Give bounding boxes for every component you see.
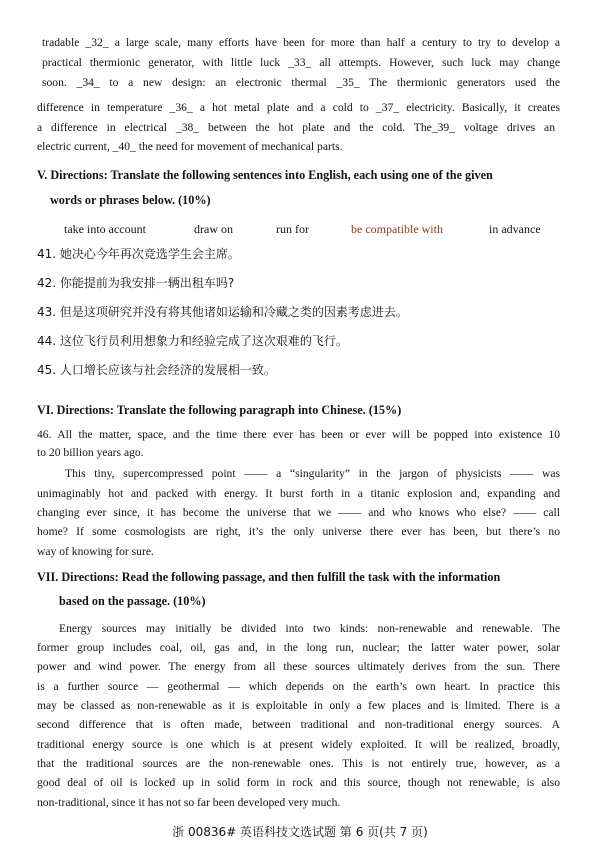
section-v-heading-cont: words or phrases below. (10%) — [50, 193, 211, 207]
section-vii-heading: VII. Directions: Read the following passage, and then fulfill the task with the information — [37, 570, 501, 584]
cloze-line-3: soon. _34_ to a new design: an electronic thermal _35_ The thermionic generators used the — [42, 76, 560, 89]
phrase-be-compatible-with: be compatible with — [351, 222, 443, 236]
phrase-in-advance: in advance — [489, 222, 541, 236]
item-41: 41. 她决心今年再次竞选学生会主席。 — [37, 247, 240, 261]
passage-line-6: second difference that is often made, between traditional and non-traditional energy sources. A — [37, 718, 560, 731]
passage-line-1: Energy sources may initially be divided into two kinds: non-renewable and renewable. The — [59, 622, 560, 635]
paragraph-46-line-3: This tiny, supercompressed point —— a “singularity” in the jargon of physicists —— was — [65, 467, 560, 480]
cloze-line-4: difference in temperature _36_ a hot metal plate and a cold to _37_ electricity. Basically, it creates — [37, 101, 560, 114]
phrase-run-for: run for — [276, 222, 309, 236]
passage-line-2: former group includes coal, oil, gas and, in the long run, nuclear; the latter water power, solar — [37, 641, 560, 654]
cloze-line-5: a difference in electrical _38_ between the hot plate and the cold. The_39_ voltage drives an — [37, 121, 555, 134]
section-vi-heading: VI. Directions: Translate the following paragraph into Chinese. (15%) — [37, 403, 402, 417]
passage-line-10: non-traditional, since it has not so far been developed very much. — [37, 796, 341, 809]
passage-line-8: that the traditional sources are the non-renewable ones. This is not entirely true, however, as a — [37, 757, 560, 770]
passage-line-7: traditional energy source is one which is at present widely exploited. It will be realized, broadly, — [37, 738, 560, 751]
item-45: 45. 人口增长应该与社会经济的发展相一致。 — [37, 363, 276, 377]
paragraph-46-line-5: changing ever since, it has become the universe that we —— and who knows who else? —— call — [37, 506, 560, 519]
passage-line-4: is a further source — geothermal — which depends on the earth’s own heart. In practice this — [37, 680, 560, 693]
item-43: 43. 但是这项研究并没有将其他诸如运输和冷藏之类的因素考虑进去。 — [37, 305, 408, 319]
section-vii-heading-cont: based on the passage. (10%) — [59, 594, 206, 608]
paragraph-46-line-4: unimaginably hot and packed with energy. It burst forth in a titanic explosion and, expanding and — [37, 487, 560, 500]
passage-line-5: may be classed as non-renewable as it is exploitable in only a few places and is limited. There is a — [37, 699, 560, 712]
section-v-heading: V. Directions: Translate the following sentences into English, each using one of the given — [37, 168, 493, 182]
item-42: 42. 你能提前为我安排一辆出租车吗? — [37, 276, 235, 290]
cloze-line-1: tradable _32_ a large scale, many efforts have been for more than half a century to try to develop a — [42, 36, 560, 49]
phrase-draw-on: draw on — [194, 222, 233, 236]
item-44: 44. 这位飞行员利用想象力和经验完成了这次艰难的飞行。 — [37, 334, 348, 348]
paragraph-46-line-6: home? If some cosmologists are right, it’s the only universe there ever has been, but there’s no — [37, 525, 560, 538]
cloze-line-2: practical thermionic generator, with little luck _33_ all attempts. However, such luck may change — [42, 56, 560, 69]
paragraph-46-line-7: way of knowing for sure. — [37, 545, 154, 558]
phrase-take-into-account: take into account — [64, 222, 146, 236]
page-footer: 浙 00836# 英语科技文选试题 第 6 页(共 7 页) — [172, 825, 428, 839]
cloze-line-6: electric current, _40_ the need for movement of mechanical parts. — [37, 140, 343, 153]
paragraph-46-line-1: 46. All the matter, space, and the time there ever has been or ever will be popped into existence 10 — [37, 428, 560, 441]
passage-line-3: power and wind power. The energy from all these sources ultimately derives from the sun. There — [37, 660, 560, 673]
passage-line-9: good deal of oil is locked up in solid form in rock and this source, though not renewable, is also — [37, 776, 560, 789]
paragraph-46-line-2: to 20 billion years ago. — [37, 446, 144, 459]
